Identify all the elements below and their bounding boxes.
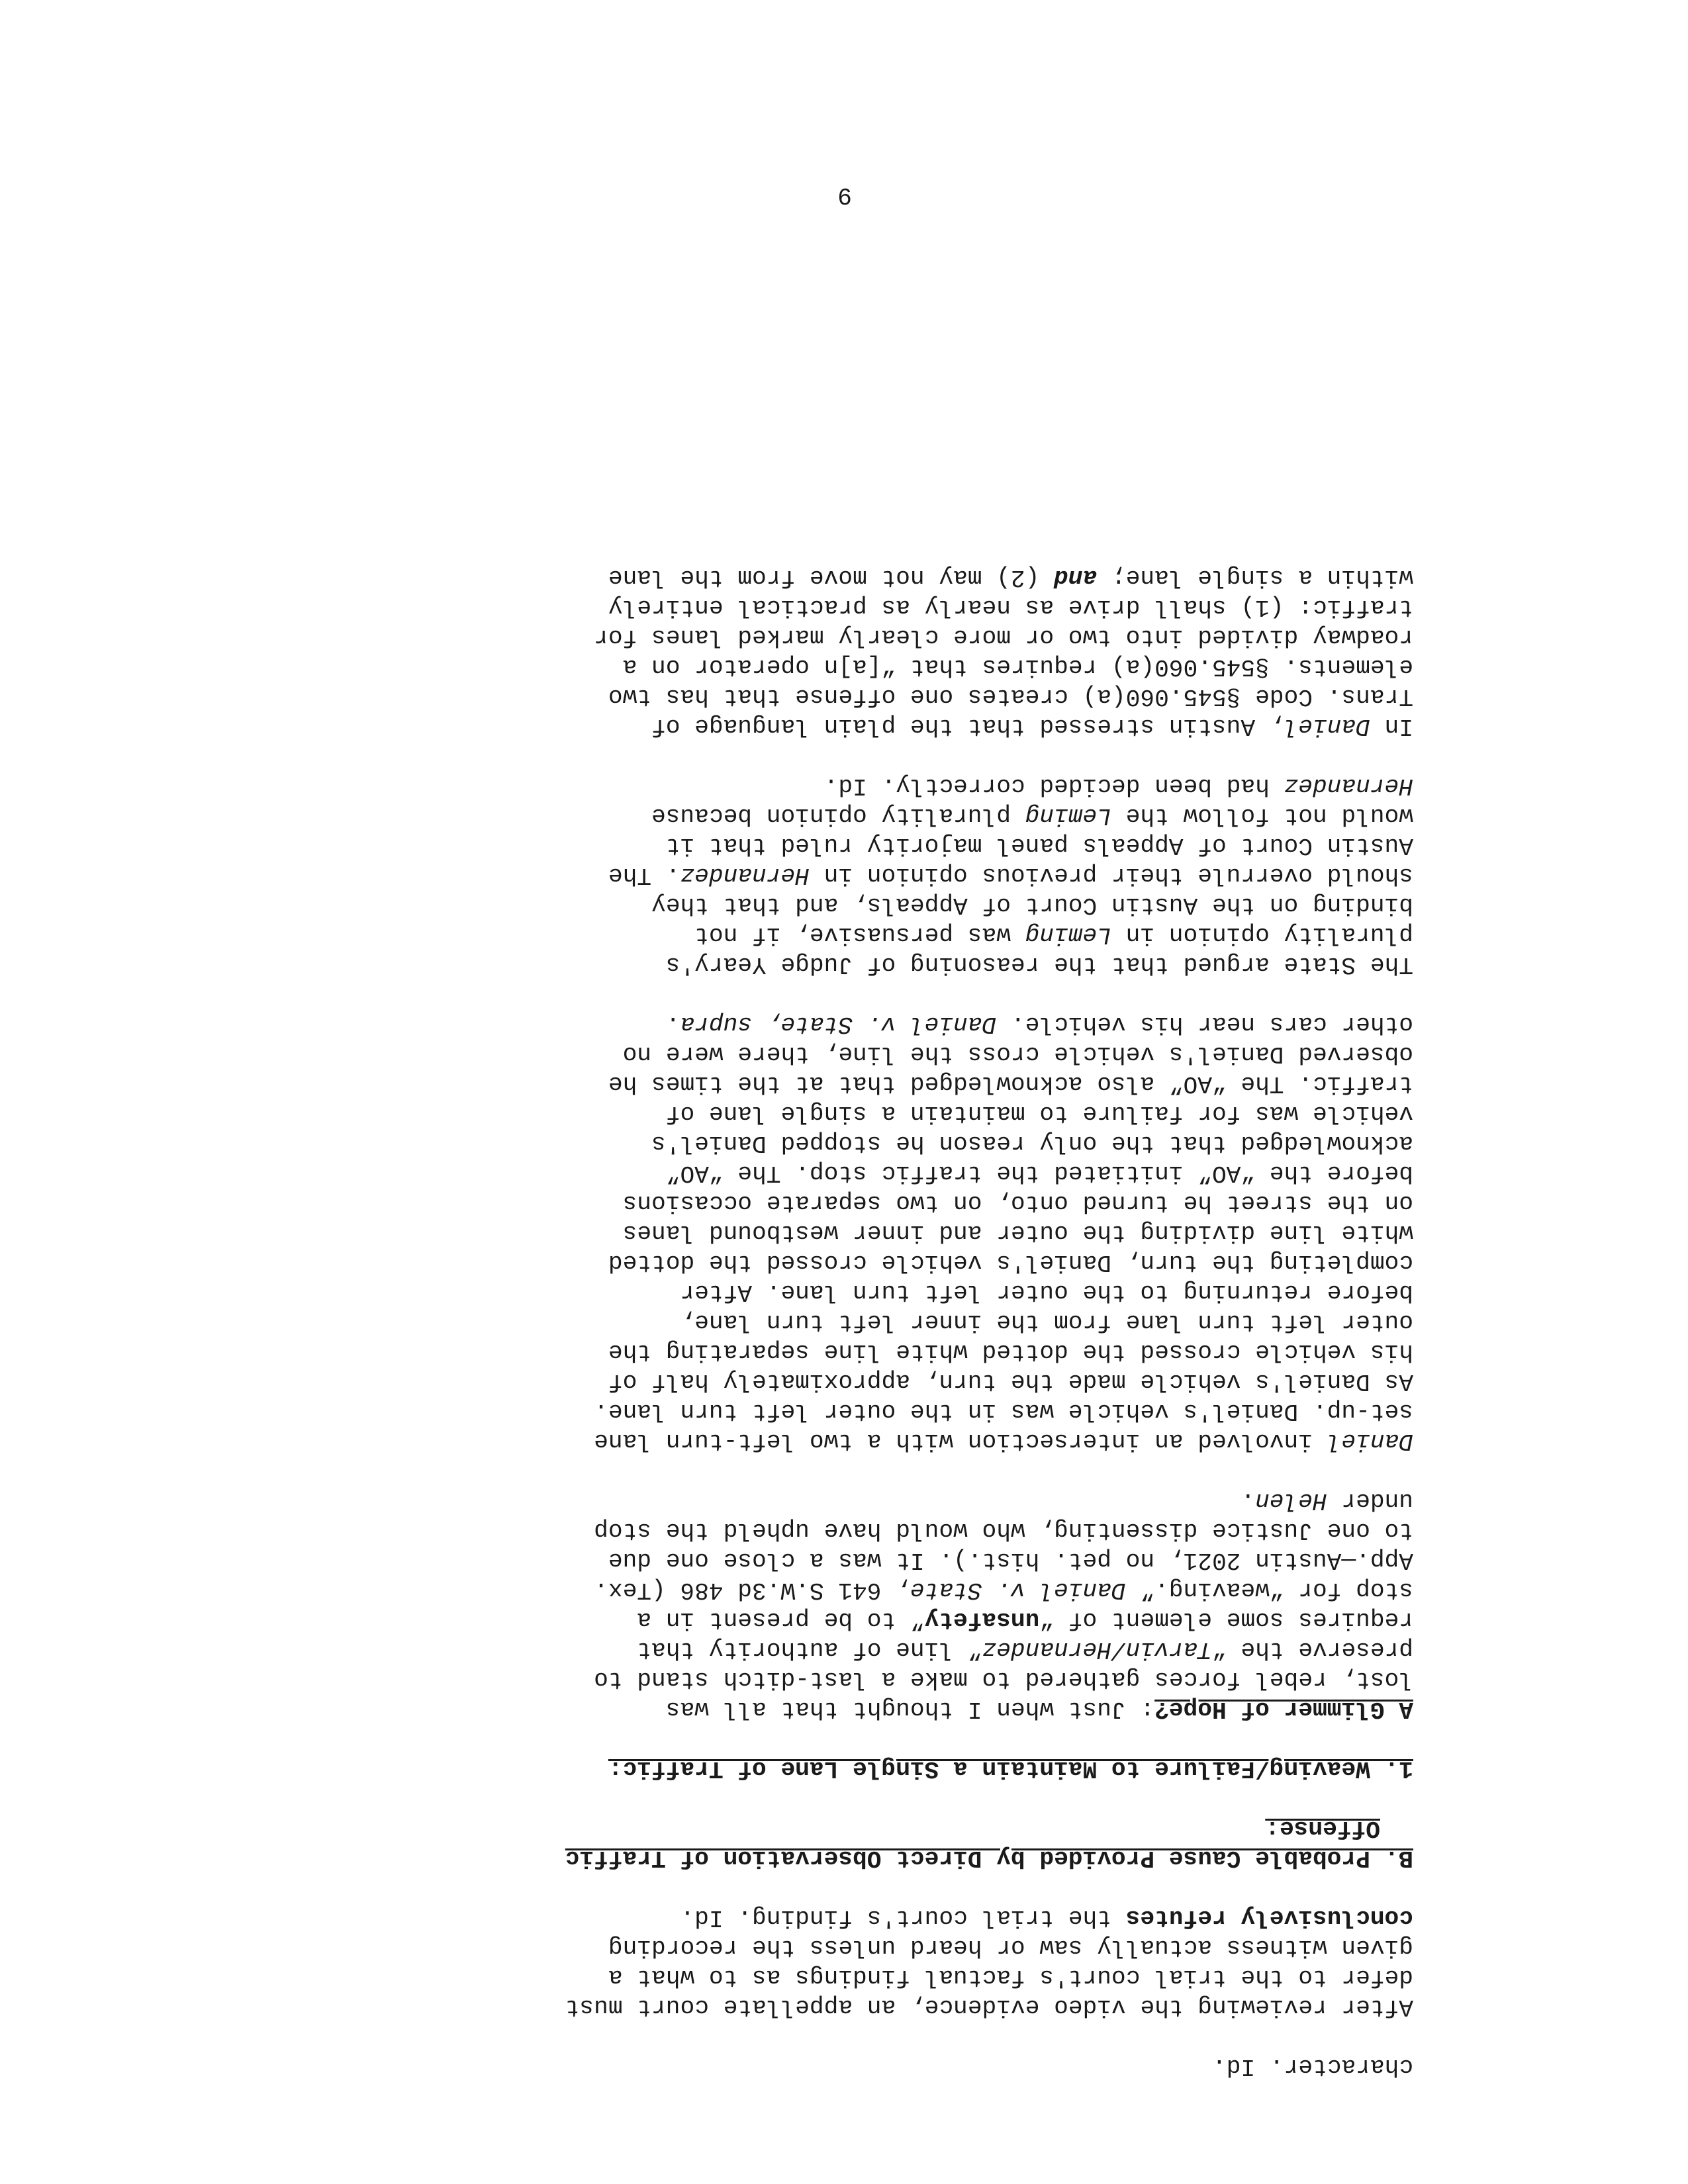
text-line — [288, 1575, 1413, 1605]
text-line — [288, 950, 1413, 979]
text-line — [288, 1933, 1413, 1962]
italic-text: Tarvin/Hernandez — [982, 1636, 1212, 1663]
italic-text: Hernandez — [1284, 772, 1413, 799]
paragraph — [288, 1486, 1413, 1724]
text-run: Trans. Code §545.060(a) creates one offense that has two — [608, 683, 1413, 710]
text-run: under — [1327, 1487, 1413, 1514]
text-run: traffic. The “AO” also acknowledged that at the times he — [608, 1070, 1413, 1097]
italic-text: Daniel — [1327, 1428, 1413, 1455]
italic-text: Leming — [1025, 921, 1111, 948]
text-run: ” to be present in a — [637, 1606, 925, 1633]
italic-text: Leming — [1025, 802, 1111, 829]
text-run: . — [1241, 1487, 1256, 1514]
page-number: 9 — [837, 181, 852, 208]
text-run: App.—Austin 2021, no pet. hist.). It was a close one due — [608, 1547, 1413, 1574]
text-line — [288, 1069, 1413, 1099]
text-run: Austin Court of Appeals panel majority ruled that it — [665, 832, 1413, 859]
text-run: had been decided correctly. Id. — [823, 772, 1284, 799]
text-run: the trial court's finding. Id. — [680, 1904, 1126, 1931]
text-line — [288, 1903, 1413, 1933]
subsection-heading-1 — [288, 1754, 1413, 1784]
text-run: would not follow the — [1111, 802, 1413, 829]
text-run: , 641 S.W.3d 486 (Tex. — [594, 1576, 910, 1604]
text-line — [288, 831, 1413, 860]
text-run: should overrule their previous opinion in — [809, 862, 1413, 889]
text-line — [288, 1248, 1413, 1277]
text-run: stop for “weaving.” — [1125, 1576, 1413, 1604]
italic-text: Daniel — [1284, 713, 1370, 740]
paragraph — [288, 771, 1413, 979]
text-run: was persuasive, if not — [694, 921, 1025, 948]
text-line — [288, 890, 1413, 920]
heading-text: Offense: — [1265, 1815, 1380, 1842]
text-run: his vehicle crossed the dotted white line separating the — [608, 1338, 1413, 1365]
text-line — [288, 1694, 1413, 1724]
text-line — [288, 1307, 1413, 1337]
italic-text: Daniel v. State — [910, 1576, 1126, 1604]
text-run: plurality opinion because — [651, 802, 1025, 829]
section-heading-b — [288, 1813, 1413, 1873]
text-run: observed Daniel's vehicle cross the line, there were no — [622, 1040, 1413, 1068]
text-line — [288, 1992, 1413, 2022]
italic-text: Helen — [1255, 1487, 1327, 1514]
text-run: plurality opinion in — [1111, 921, 1413, 948]
bold-underlined-text: A Glimmer of Hope? — [1154, 1696, 1413, 1723]
text-run: binding on the Austin Court of Appeals, and that they — [651, 891, 1413, 919]
paragraph — [288, 1009, 1413, 1456]
text-run: , Austin stressed that the plain language of — [651, 713, 1284, 740]
text-run: . The — [608, 862, 680, 889]
text-line — [288, 1337, 1413, 1367]
text-line — [288, 771, 1413, 801]
bold-italic-text: and — [1054, 564, 1098, 591]
text-run: In — [1370, 713, 1413, 740]
text-line — [288, 622, 1413, 652]
text-line — [288, 1516, 1413, 1545]
text-line — [288, 1039, 1413, 1069]
text-run: given witness actually saw or heard unless the recording — [608, 1934, 1413, 1961]
text-line — [288, 1605, 1413, 1635]
text-line — [288, 1009, 1413, 1039]
text-line — [288, 1545, 1413, 1575]
text-line — [288, 592, 1413, 622]
paragraph — [288, 1903, 1413, 2022]
text-line — [288, 1396, 1413, 1426]
text-line — [288, 1099, 1413, 1128]
text-run: traffic: (1) shall drive as nearly as practical entirely — [608, 594, 1413, 621]
text-run: outer left turn lane from the inner left turn lane, — [680, 1308, 1413, 1336]
page-body — [288, 563, 1413, 2081]
text-run: lost, rebel forces gathered to make a last-ditch stand to — [594, 1666, 1413, 1693]
text-run: requires some element of “ — [1039, 1606, 1413, 1633]
text-run: completing the turn, Daniel's vehicle crossed the dotted — [608, 1249, 1413, 1276]
text-line — [288, 1158, 1413, 1188]
text-run: (2) may not move from the lane — [608, 564, 1055, 591]
text-line — [288, 1962, 1413, 1992]
text-line — [288, 1128, 1413, 1158]
text-line — [288, 1635, 1413, 1664]
heading-line — [288, 1813, 1413, 1843]
text-run: elements. §545.060(a) requires that “[a]n operator on a — [622, 653, 1413, 680]
paragraph — [288, 563, 1413, 741]
text-run: . — [665, 1011, 680, 1038]
text-line — [288, 652, 1413, 682]
text-run: to one Justice dissenting, who would have upheld the stop — [594, 1517, 1413, 1544]
text-run: The State argued that the reasoning of Judge Yeary's — [665, 951, 1413, 978]
text-run: character. Id. — [1211, 2053, 1413, 2080]
text-line — [288, 1367, 1413, 1396]
text-line — [288, 1218, 1413, 1248]
text-run: other cars near his vehicle. — [996, 1011, 1413, 1038]
text-line — [288, 1277, 1413, 1307]
text-run: After reviewing the video evidence, an appellate court must — [565, 1993, 1413, 2021]
italic-text: Daniel v. State, supra — [680, 1011, 997, 1038]
text-line — [288, 1664, 1413, 1694]
bold-text: conclusively refutes — [1125, 1904, 1413, 1931]
text-run: acknowledged that the only reason he stopped Daniel's — [651, 1130, 1413, 1157]
heading-text: B. Probable Cause Provided by Direct Observation of Traffic — [565, 1844, 1413, 1872]
text-line — [288, 1188, 1413, 1218]
text-run: within a single lane; — [1097, 564, 1413, 591]
italic-text: Hernandez — [680, 862, 810, 889]
text-run: white line dividing the outer and inner westbound lanes — [622, 1219, 1413, 1246]
text-run: set-up. Daniel's vehicle was in the outer left turn lane. — [594, 1398, 1413, 1425]
text-run: before the “AO” initiated the traffic stop. The “AO” — [665, 1160, 1413, 1187]
heading-line — [288, 1843, 1413, 1873]
text-run: : Just when I thought that all was — [665, 1696, 1155, 1723]
text-run: on the street he turned onto, on two separate occasions — [622, 1189, 1413, 1216]
text-run: before returning to the outer left turn lane. After — [680, 1279, 1413, 1306]
bold-text: unsafety — [924, 1606, 1040, 1633]
heading-text: 1. Weaving/Failure to Maintain a Single Lane of Traffic: — [608, 1755, 1413, 1782]
text-run: preserve the “ — [1211, 1636, 1413, 1663]
text-run: As Daniel's vehicle made the turn, approximately half of — [608, 1368, 1413, 1395]
text-line — [288, 801, 1413, 831]
text-run: roadway divided into two or more clearly marked lanes for — [594, 623, 1413, 651]
text-line — [288, 711, 1413, 741]
text-run: ” line of authority that — [637, 1636, 982, 1663]
text-line — [288, 920, 1413, 950]
text-run: vehicle was for failure to maintain a single lane of — [665, 1100, 1413, 1127]
text-line — [288, 563, 1413, 592]
text-line — [288, 682, 1413, 711]
text-line — [288, 1486, 1413, 1516]
text-line — [288, 860, 1413, 890]
text-run: defer to the trial court's factual findings as to what a — [608, 1964, 1413, 1991]
text-line — [288, 2052, 1413, 2081]
text-run: involved an intersection with a two left-turn lane — [594, 1428, 1327, 1455]
text-line — [288, 1426, 1413, 1456]
